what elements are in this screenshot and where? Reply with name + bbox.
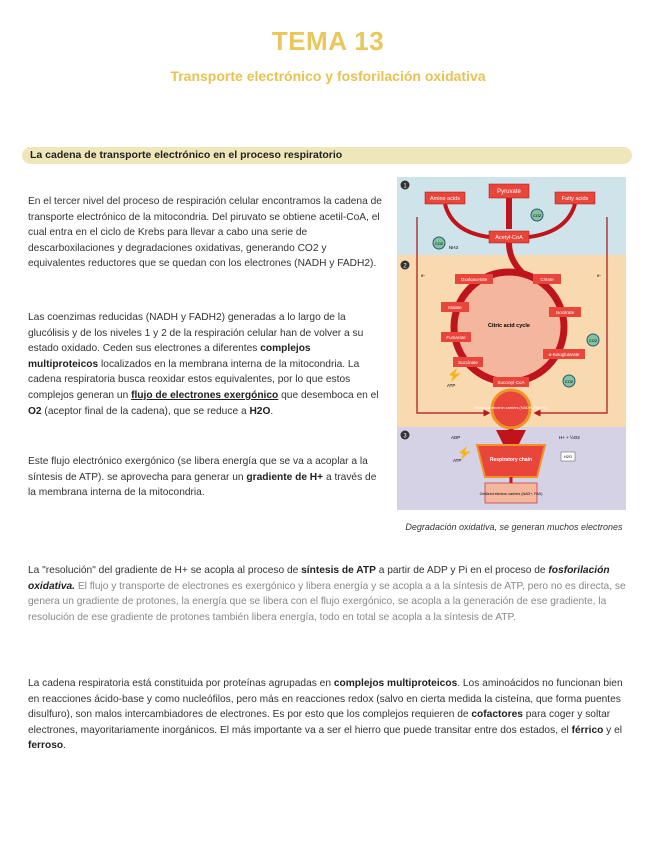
stage-3-number: 3 — [403, 433, 407, 440]
malate-label: Malate — [448, 305, 462, 310]
co2-bubble-3: CO2 — [588, 338, 598, 343]
oxaloacetate-label: Oxaloacetate — [460, 277, 488, 282]
section-title: La cadena de transporte electrónico en el proceso respiratorio — [30, 149, 343, 161]
cycle-label: Citric acid cycle — [488, 323, 530, 329]
adp-label: ADP — [451, 435, 461, 440]
paragraph-4: La "resolución" del gradiente de H+ se acopla al proceso de síntesis de ATP a partir de ADP y Pi en el proceso de fosforilación oxidativa. El flujo y transporte de electrones es exergónico y libera energía y se acopla a a la síntesis de ATP, pero no es directa, se genera un gradiente de protones, la energía que se libera con el flujo exergónico, se acopla a la generación de ese gradiente, la resolución de ese gradiente de protones también libera energía, todo en total se acopla a la síntesis de ATP. — [28, 565, 626, 623]
paragraph-5: La cadena respiratoria está constituida por proteínas agrupadas en complejos multiproteicos. Los aminoácidos no funcionan bien en reacciones ácido-base y como nucleófilos, pero más en reacciones redox (salvo en cierta medida la cisteína, que forma puentes disulfuro), son malos intercambiadores de electrones. Es por esto que los complejos requieren de cofactores para coger y soltar electrones, mayoritariamente inorgánicos. El más importante va a ser el hierro que puede transitar entre dos estados, el férrico y el ferroso. — [28, 678, 623, 752]
paragraph-3: Este flujo electrónico exergónico (se libera energía que se va a acoplar a la síntesis de ATP). se aprovecha para generar un gradiente de H+ a través de la membrana interna de la mitocondria. — [28, 456, 377, 499]
citrate-label: Citrate — [540, 277, 554, 282]
stage-1-number: 1 — [403, 183, 407, 190]
nh3-label: NH3 — [449, 245, 459, 250]
respiratory-chain-label: Respiratory chain — [489, 457, 533, 463]
succinate-label: Succinate — [458, 360, 478, 365]
section-header — [22, 147, 632, 164]
atp-cycle-label: ATP — [447, 383, 456, 388]
co2-bubble-1: CO2 — [434, 241, 444, 246]
atp-chain-label: ATP — [453, 458, 462, 463]
electron-label-1: e- — [421, 273, 426, 278]
reduced-carriers-label: Reduced electron carriers (NADH, FADH2) — [474, 406, 548, 410]
paragraph-2: Las coenzimas reducidas (NADH y FADH2) generadas a lo largo de la glucólisis y de los niveles 1 y 2 de la respiración celular han de volver a su estado oxidado. Ceden sus electrones a diferentes complejos multiproteicos localizados en la membrana interna de la mitocondria. La cadena respiratoria busca reoxidar estos equivalentes, por lo que estos complejos generan un flujo de electrones exergónico que desemboca en el O2 (aceptor final de la cadena), que se reduce a H2O. — [28, 312, 379, 417]
co2-bubble-2: CO2 — [532, 213, 542, 218]
figure-caption: Degradación oxidativa, se generan muchos electrones — [405, 522, 623, 532]
fatty-acids-label: Fatty acids — [561, 196, 589, 202]
stage-2-number: 2 — [403, 263, 407, 270]
co2-bubble-4: CO2 — [564, 379, 574, 384]
paragraph-1: En el tercer nivel del proceso de respiración celular encontramos la cadena de transporte electrónico de la mitocondria. Del piruvato se obtiene acetil-CoA, el cual entra en el ciclo de Krebs para llevar a cabo una serie de descarboxilaciones y degradaciones oxidativas, generando CO2 y equivalentes reductores que se quedan con los electrones (NADH y FADH2). — [28, 196, 382, 270]
oxidative-degradation-figure — [397, 177, 626, 510]
water-label: H2O — [563, 454, 573, 459]
electron-label-2: e- — [597, 273, 602, 278]
oxidized-carriers-label: Oxidized electron carriers (NAD+, FAD) — [479, 492, 543, 496]
oxygen-label: H+ + ½O2 — [559, 435, 580, 440]
succinyl-coa-label: Succinyl-CoA — [497, 380, 525, 385]
page-title: TEMA 13 — [271, 26, 385, 56]
fumarate-label: Fumarate — [446, 335, 466, 340]
akg-label: α-Ketoglutarate — [548, 352, 580, 357]
pyruvate-label: Pyruvate — [497, 189, 521, 195]
isocitrate-label: Isocitrate — [555, 310, 575, 315]
page-subtitle: Transporte electrónico y fosforilación oxidativa — [170, 68, 486, 84]
acetyl-coa-label: Acetyl-CoA — [495, 235, 523, 241]
amino-acids-label: Amino acids — [430, 196, 460, 202]
